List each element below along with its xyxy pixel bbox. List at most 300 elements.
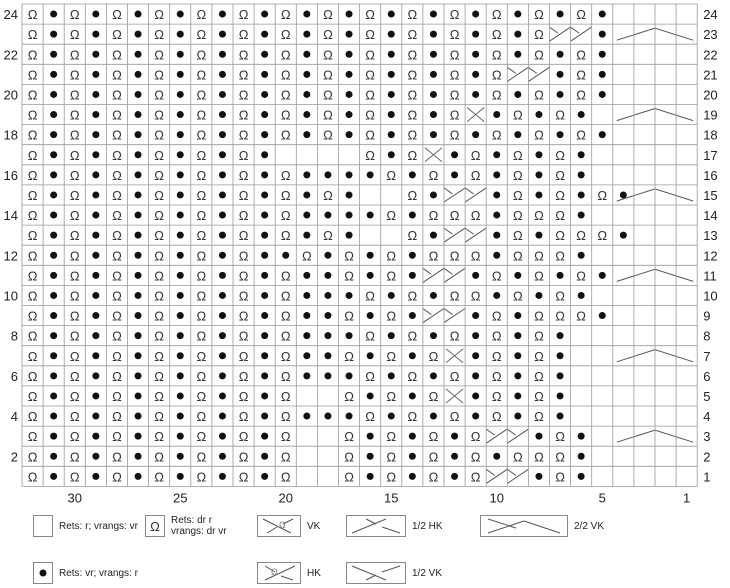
purl-dot	[50, 51, 57, 58]
purl-dot	[303, 131, 310, 138]
purl-dot	[346, 71, 353, 78]
purl-dot	[135, 332, 142, 339]
twisted-knit-symbol: Ω	[365, 7, 376, 23]
twisted-knit-symbol: Ω	[555, 187, 565, 203]
purl-dot	[261, 191, 268, 198]
purl-dot	[261, 91, 268, 98]
twisted-knit-symbol: Ω	[112, 308, 122, 324]
twisted-knit-symbol: Ω	[512, 107, 523, 123]
twisted-knit-symbol: Ω	[238, 268, 249, 284]
twisted-knit-symbol: Ω	[112, 328, 122, 344]
twisted-knit-symbol: Ω	[576, 87, 587, 103]
purl-dot	[50, 11, 57, 18]
twisted-knit-symbol: Ω	[112, 348, 122, 364]
purl-dot	[219, 433, 226, 440]
purl-dot	[472, 312, 479, 319]
purl-dot	[92, 352, 99, 359]
purl-dot	[219, 171, 226, 178]
twisted-knit-symbol: Ω	[69, 107, 80, 123]
twisted-knit-symbol: Ω	[27, 27, 38, 43]
twisted-knit-symbol: Ω	[534, 268, 544, 284]
twisted-knit-symbol: Ω	[238, 7, 249, 23]
purl-dot	[367, 352, 374, 359]
purl-dot	[303, 232, 310, 239]
purl-dot	[261, 433, 268, 440]
row-number-left: 10	[3, 288, 18, 304]
twisted-knit-symbol: Ω	[407, 328, 418, 344]
purl-dot	[177, 51, 184, 58]
twisted-knit-symbol: Ω	[112, 469, 122, 485]
purl-dot	[367, 392, 374, 399]
cable-segment	[507, 67, 528, 81]
twisted-knit-symbol: Ω	[386, 208, 397, 224]
purl-dot	[177, 171, 184, 178]
row-number-right: 1	[703, 469, 711, 485]
twisted-knit-symbol: Ω	[154, 368, 165, 384]
purl-dot	[135, 31, 142, 38]
row-number-right: 13	[703, 228, 718, 244]
twisted-knit-symbol: Ω	[344, 449, 354, 465]
twisted-knit-symbol: Ω	[512, 147, 523, 163]
purl-dot	[451, 453, 458, 460]
twisted-knit-symbol: Ω	[280, 449, 291, 465]
purl-dot	[303, 332, 310, 339]
purl-dot	[50, 232, 57, 239]
twisted-knit-symbol: Ω	[154, 87, 165, 103]
purl-dot	[50, 71, 57, 78]
purl-dot	[177, 433, 184, 440]
purl-dot	[50, 332, 57, 339]
purl-dot	[620, 232, 627, 239]
purl-dot	[219, 372, 226, 379]
purl-dot	[219, 232, 226, 239]
twisted-knit-symbol: Ω	[27, 308, 38, 324]
purl-dot	[514, 91, 521, 98]
purl-dot	[135, 252, 142, 259]
twisted-knit-symbol: Ω	[555, 308, 565, 324]
purl-dot	[535, 292, 542, 299]
purl-dot	[367, 312, 374, 319]
twisted-knit-symbol: Ω	[196, 308, 207, 324]
purl-dot	[261, 453, 268, 460]
purl-dot	[303, 292, 310, 299]
purl-dot	[514, 131, 521, 138]
legend-empty-label: Rets: r; vrangs: vr	[59, 520, 138, 532]
twisted-knit-symbol: Ω	[154, 449, 165, 465]
twisted-knit-symbol: Ω	[470, 469, 481, 485]
purl-dot	[535, 111, 542, 118]
twisted-knit-symbol: Ω	[238, 409, 249, 425]
twisted-knit-symbol: Ω	[407, 67, 418, 83]
purl-dot	[599, 71, 606, 78]
purl-dot	[92, 131, 99, 138]
twisted-knit-symbol: Ω	[69, 228, 80, 244]
purl-dot	[324, 212, 331, 219]
legend-vk-label: VK	[307, 520, 321, 532]
purl-dot	[92, 31, 99, 38]
twisted-knit-symbol: Ω	[69, 47, 80, 63]
twisted-knit-symbol: Ω	[449, 47, 460, 63]
twisted-knit-symbol: Ω	[69, 208, 80, 224]
cable-segment	[444, 188, 465, 202]
twisted-knit-symbol: Ω	[491, 7, 502, 23]
purl-dot	[367, 433, 374, 440]
purl-dot	[430, 413, 437, 420]
purl-dot	[135, 272, 142, 279]
purl-dot	[177, 272, 184, 279]
twisted-knit-symbol: Ω	[69, 268, 80, 284]
twisted-knit-symbol: Ω	[196, 348, 207, 364]
twisted-knit-symbol: Ω	[238, 449, 249, 465]
purl-dot	[430, 91, 437, 98]
purl-dot	[493, 171, 500, 178]
column-number: 5	[598, 490, 606, 505]
purl-dot	[472, 11, 479, 18]
purl-dot	[219, 191, 226, 198]
purl-dot	[303, 71, 310, 78]
twisted-knit-symbol: Ω	[323, 7, 333, 23]
purl-dot	[388, 151, 395, 158]
purl-dot	[430, 11, 437, 18]
legend-vk	[257, 515, 320, 537]
purl-dot	[219, 473, 226, 480]
small-cable	[446, 349, 463, 363]
purl-dot	[177, 232, 184, 239]
purl-dot	[493, 191, 500, 198]
twisted-knit-symbol: Ω	[27, 187, 38, 203]
twisted-knit-symbol: Ω	[196, 107, 207, 123]
purl-dot	[219, 332, 226, 339]
twisted-knit-symbol: Ω	[69, 288, 80, 304]
twisted-knit-symbol: Ω	[27, 47, 38, 63]
purl-dot	[388, 292, 395, 299]
purl-dot	[557, 91, 564, 98]
purl-dot	[92, 11, 99, 18]
twisted-knit-symbol: Ω	[365, 368, 376, 384]
twisted-knit-symbol: Ω	[407, 147, 418, 163]
purl-dot	[367, 473, 374, 480]
twisted-knit-symbol: Ω	[280, 469, 291, 485]
purl-dot	[177, 252, 184, 259]
twisted-knit-symbol: Ω	[407, 87, 418, 103]
purl-dot	[303, 372, 310, 379]
purl-dot	[493, 212, 500, 219]
column-number: 30	[67, 490, 82, 505]
purl-dot	[92, 312, 99, 319]
purl-dot	[535, 151, 542, 158]
legend-empty	[33, 515, 138, 537]
purl-dot	[409, 312, 416, 319]
twisted-knit-symbol: Ω	[238, 107, 249, 123]
twisted-knit-symbol: Ω	[449, 27, 460, 43]
purl-dot	[409, 453, 416, 460]
twisted-knit-symbol: Ω	[69, 409, 80, 425]
twisted-knit-symbol: Ω	[112, 47, 122, 63]
row-number-right: 18	[703, 127, 718, 143]
twisted-knit-symbol: Ω	[112, 388, 122, 404]
twisted-knit-symbol: Ω	[386, 429, 397, 445]
twisted-knit-symbol: Ω	[365, 288, 376, 304]
row-number-right: 4	[703, 409, 711, 425]
row-number-right: 10	[703, 288, 718, 304]
twisted-knit-symbol: Ω	[555, 107, 565, 123]
purl-dot	[50, 191, 57, 198]
twisted-knit-symbol: Ω	[555, 449, 565, 465]
twisted-knit-symbol: Ω	[407, 27, 418, 43]
twisted-knit-symbol: Ω	[112, 67, 122, 83]
purl-dot	[388, 111, 395, 118]
purl-dot	[303, 91, 310, 98]
purl-dot	[261, 232, 268, 239]
purl-dot	[514, 352, 521, 359]
purl-dot	[557, 131, 564, 138]
purl-dot	[578, 151, 585, 158]
purl-dot	[261, 151, 268, 158]
twisted-knit-symbol: Ω	[196, 449, 207, 465]
purl-dot	[92, 51, 99, 58]
row-number-right: 20	[703, 87, 718, 103]
twisted-knit-symbol: Ω	[238, 167, 249, 183]
purl-dot	[92, 232, 99, 239]
purl-dot	[367, 453, 374, 460]
twisted-knit-symbol: Ω	[196, 368, 207, 384]
purl-dot	[303, 191, 310, 198]
twisted-knit-symbol: Ω	[491, 368, 502, 384]
purl-dot	[135, 131, 142, 138]
purl-dot	[557, 332, 564, 339]
twisted-knit-symbol: Ω	[112, 147, 122, 163]
purl-dot	[261, 312, 268, 319]
twisted-knit-symbol: Ω	[112, 27, 122, 43]
twisted-knit-symbol: Ω	[428, 167, 439, 183]
twisted-knit-symbol: Ω	[154, 127, 165, 143]
twisted-knit-symbol: Ω	[280, 308, 291, 324]
twisted-knit-symbol: Ω	[534, 388, 544, 404]
twisted-knit-symbol: Ω	[344, 268, 354, 284]
twisted-knit-symbol: Ω	[576, 228, 587, 244]
purl-dot	[578, 191, 585, 198]
twisted-knit-symbol: Ω	[238, 147, 249, 163]
twisted-knit-symbol: Ω	[280, 27, 291, 43]
purl-dot	[514, 413, 521, 420]
row-number-right: 6	[703, 368, 711, 384]
twisted-knit-symbol: Ω	[407, 7, 418, 23]
cable-segment	[423, 309, 444, 323]
cable-segment	[465, 228, 486, 242]
purl-dot	[451, 151, 458, 158]
purl-dot	[135, 212, 142, 219]
purl-dot	[50, 453, 57, 460]
twisted-knit-symbol: Ω	[512, 208, 523, 224]
twisted-knit-symbol: Ω	[555, 288, 565, 304]
purl-dot	[219, 111, 226, 118]
twisted-knit-symbol: Ω	[386, 268, 397, 284]
purl-dot	[50, 212, 57, 219]
twisted-knit-symbol: Ω	[196, 27, 207, 43]
purl-dot	[578, 212, 585, 219]
purl-dot	[261, 332, 268, 339]
legend-hk	[257, 562, 321, 584]
row-number-right: 24	[703, 7, 718, 23]
twisted-knit-symbol: Ω	[238, 27, 249, 43]
twisted-knit-symbol: Ω	[112, 368, 122, 384]
twisted-knit-symbol: Ω	[365, 147, 376, 163]
twisted-knit-symbol: Ω	[428, 469, 439, 485]
row-number-left: 20	[3, 87, 18, 103]
twisted-knit-symbol: Ω	[428, 429, 439, 445]
twisted-knit-symbol: Ω	[238, 308, 249, 324]
purl-dot	[219, 272, 226, 279]
purl-dot	[50, 272, 57, 279]
purl-dot	[472, 372, 479, 379]
purl-dot	[388, 91, 395, 98]
purl-dot	[430, 111, 437, 118]
twisted-knit-symbol: Ω	[491, 87, 502, 103]
purl-dot	[324, 332, 331, 339]
purl-dot	[620, 191, 627, 198]
twisted-knit-symbol: Ω	[344, 248, 354, 264]
purl-dot	[92, 272, 99, 279]
twisted-knit-symbol: Ω	[280, 187, 291, 203]
row-number-left: 18	[3, 127, 18, 143]
twisted-knit-symbol: Ω	[196, 288, 207, 304]
twisted-knit-symbol: Ω	[154, 147, 165, 163]
twisted-knit-symbol: Ω	[470, 429, 481, 445]
purl-dot	[430, 332, 437, 339]
purl-dot	[409, 252, 416, 259]
purl-dot	[409, 392, 416, 399]
purl-dot	[388, 31, 395, 38]
purl-dot	[219, 252, 226, 259]
twisted-knit-symbol: Ω	[491, 67, 502, 83]
purl-dot	[219, 312, 226, 319]
twisted-knit-symbol: Ω	[69, 248, 80, 264]
twisted-knit-symbol: Ω	[112, 228, 122, 244]
purl-dot	[261, 212, 268, 219]
twisted-knit-symbol: Ω	[196, 87, 207, 103]
purl-dot	[92, 372, 99, 379]
purl-dot	[219, 71, 226, 78]
twisted-knit-symbol: Ω	[238, 248, 249, 264]
twisted-knit-symbol: Ω	[154, 167, 165, 183]
purl-dot	[472, 131, 479, 138]
twisted-knit-symbol: Ω	[112, 449, 122, 465]
row-number-left: 14	[3, 208, 18, 224]
twisted-knit-symbol: Ω	[407, 228, 418, 244]
twisted-knit-symbol: Ω	[27, 208, 38, 224]
purl-dot	[472, 51, 479, 58]
twisted-knit-symbol: Ω	[196, 127, 207, 143]
purl-dot	[388, 332, 395, 339]
twisted-knit-symbol: Ω	[238, 288, 249, 304]
twisted-knit-symbol: Ω	[323, 87, 333, 103]
purl-dot	[92, 111, 99, 118]
twisted-knit-symbol: Ω	[280, 409, 291, 425]
twisted-knit-symbol: Ω	[491, 268, 502, 284]
twisted-knit-symbol: Ω	[428, 449, 439, 465]
purl-dot	[261, 292, 268, 299]
purl-dot	[367, 272, 374, 279]
twisted-knit-symbol: Ω	[69, 328, 80, 344]
small-cable	[446, 389, 463, 403]
twisted-knit-symbol: Ω	[449, 87, 460, 103]
twisted-knit-symbol: Ω	[470, 449, 481, 465]
twisted-knit-symbol: Ω	[323, 228, 333, 244]
twisted-knit-symbol: Ω	[555, 228, 565, 244]
purl-dot	[472, 332, 479, 339]
purl-dot	[346, 191, 353, 198]
twisted-knit-symbol: Ω	[69, 167, 80, 183]
twisted-knit-symbol: Ω	[69, 348, 80, 364]
twisted-knit-symbol: Ω	[491, 308, 502, 324]
svg-text:Ω: Ω	[279, 520, 286, 530]
twisted-knit-symbol: Ω	[280, 127, 291, 143]
purl-dot	[557, 11, 564, 18]
twisted-knit-symbol: Ω	[27, 127, 38, 143]
twisted-knit-symbol: Ω	[154, 47, 165, 63]
twisted-knit-symbol: Ω	[238, 127, 249, 143]
purl-dot	[261, 51, 268, 58]
twisted-knit-symbol: Ω	[534, 47, 544, 63]
purl-dot	[219, 11, 226, 18]
row-number-right: 23	[703, 27, 718, 43]
twisted-knit-symbol: Ω	[112, 429, 122, 445]
twisted-knit-symbol: Ω	[196, 167, 207, 183]
twisted-knit-symbol: Ω	[196, 328, 207, 344]
purl-dot	[557, 272, 564, 279]
purl-dot	[135, 312, 142, 319]
purl-dot	[472, 91, 479, 98]
purl-dot	[135, 51, 142, 58]
twisted-knit-symbol: Ω	[470, 288, 481, 304]
purl-dot	[177, 91, 184, 98]
row-number-right: 21	[703, 67, 718, 83]
purl-dot	[346, 11, 353, 18]
twisted-knit-symbol: Ω	[27, 348, 38, 364]
purl-dot	[409, 212, 416, 219]
legend-half-hk-label: 1/2 HK	[412, 520, 443, 532]
twisted-knit-symbol: Ω	[280, 87, 291, 103]
twisted-knit-symbol: Ω	[112, 248, 122, 264]
row-number-left: 16	[3, 167, 18, 183]
purl-dot	[303, 212, 310, 219]
twisted-knit-symbol: Ω	[112, 127, 122, 143]
twisted-knit-symbol: Ω	[154, 248, 165, 264]
twisted-knit-symbol: Ω	[576, 308, 587, 324]
legend-two-two-vk-label: 2/2 VK	[574, 520, 605, 532]
column-number: 15	[384, 490, 399, 505]
purl-dot	[346, 111, 353, 118]
purl-dot	[324, 292, 331, 299]
twisted-knit-symbol: Ω	[512, 449, 523, 465]
twisted-knit-symbol: Ω	[470, 208, 481, 224]
purl-dot	[92, 191, 99, 198]
purl-dot	[388, 71, 395, 78]
twisted-knit-symbol: Ω	[112, 268, 122, 284]
twisted-knit-symbol: Ω	[365, 67, 376, 83]
twisted-knit-symbol: Ω	[491, 348, 502, 364]
twisted-knit-symbol: Ω	[69, 7, 80, 23]
purl-dot	[92, 332, 99, 339]
purl-dot	[50, 151, 57, 158]
twisted-knit-symbol: Ω	[280, 288, 291, 304]
purl-dot	[472, 413, 479, 420]
twisted-knit-symbol: Ω	[597, 228, 608, 244]
purl-dot	[261, 272, 268, 279]
purl-dot	[177, 131, 184, 138]
purl-dot	[388, 413, 395, 420]
twisted-knit-symbol: Ω	[534, 208, 544, 224]
